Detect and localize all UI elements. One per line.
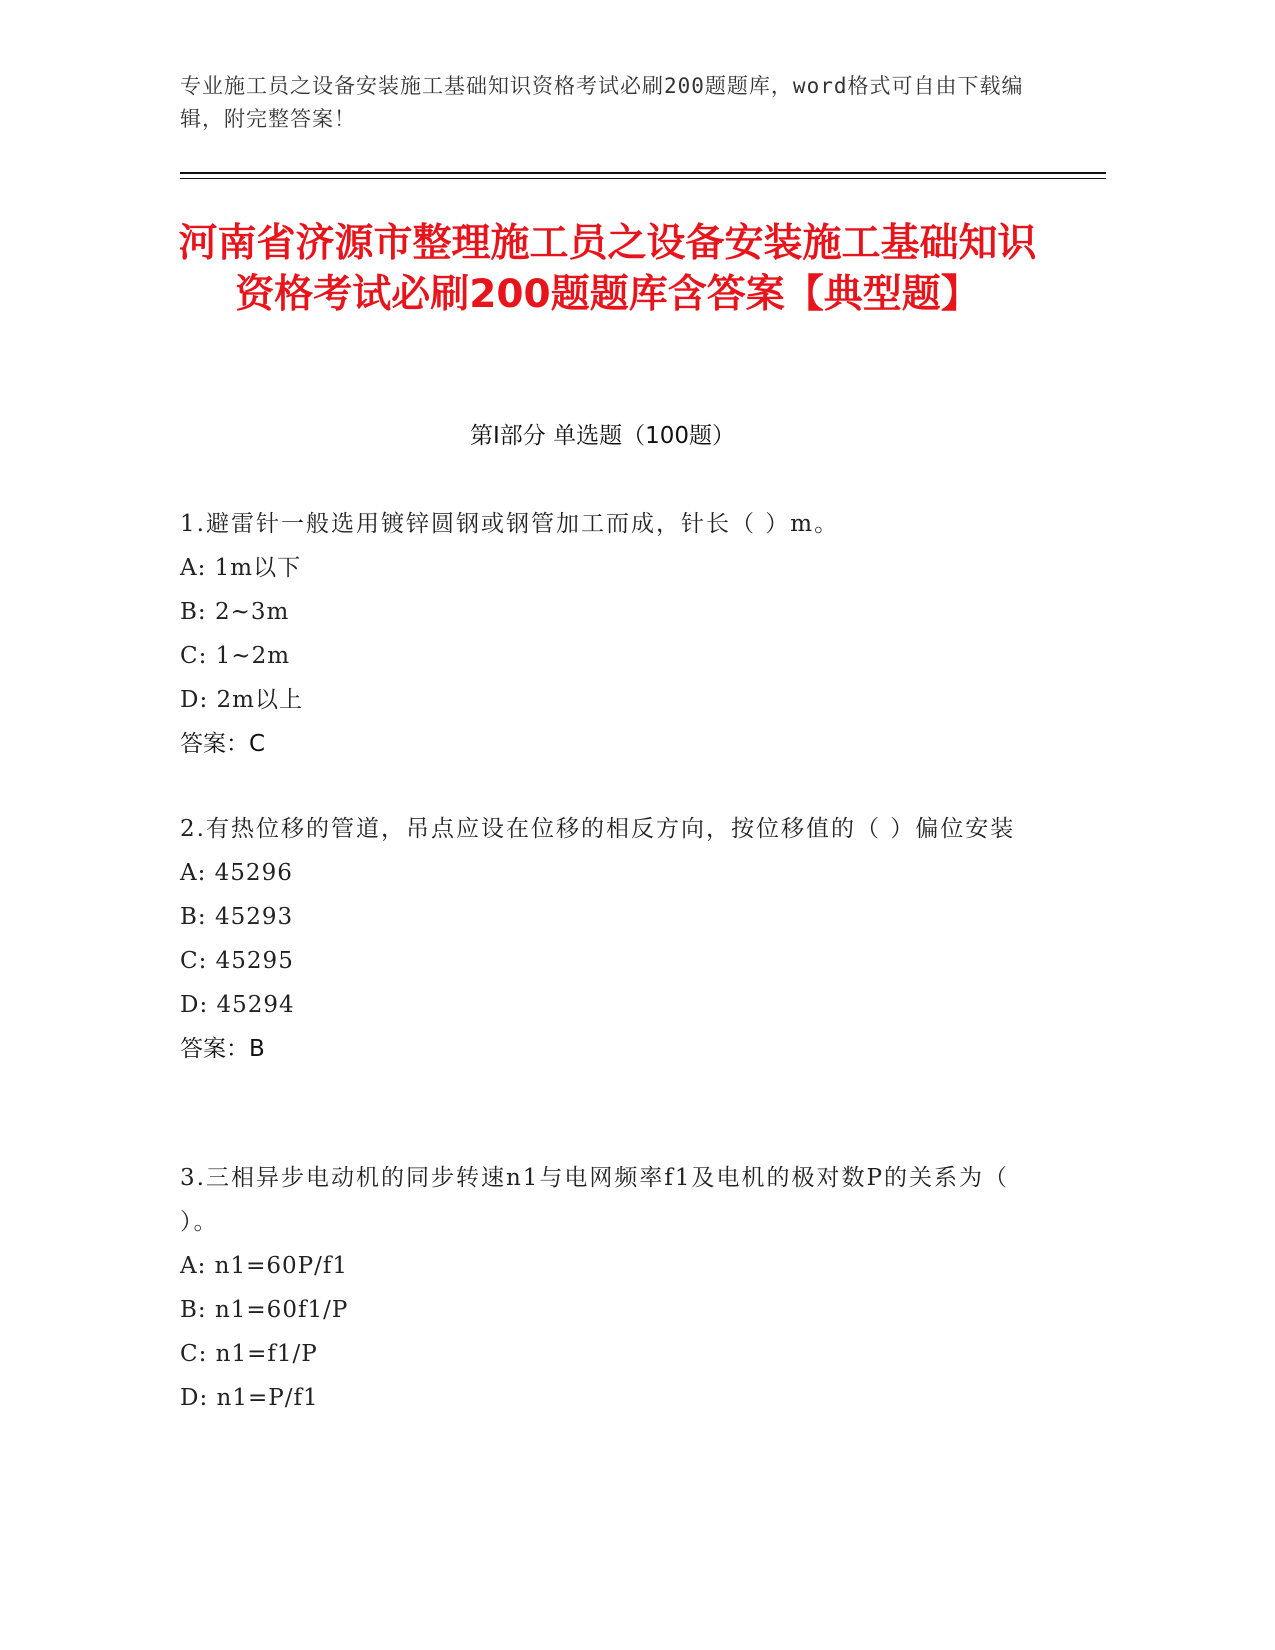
option-d: D: 2m以上 [180, 687, 303, 713]
option-b: B: n1=60f1/P [180, 1297, 349, 1323]
option-d: D: n1=P/f1 [180, 1385, 319, 1411]
question-stem: 3.三相异步电动机的同步转速n1与电网频率f1及电机的极对数P的关系为（ ）。 [180, 1165, 1010, 1235]
header-rule-thin [180, 178, 1106, 179]
option-c: C: 1~2m [180, 643, 291, 669]
document-title: 河南省济源市整理施工员之设备安装施工基础知识资格考试必刷200题题库含答案【典型题】 [178, 221, 1037, 317]
option-b: B: 45293 [180, 904, 294, 930]
question-1 [180, 502, 1040, 766]
option-a: A: 1m以下 [180, 555, 302, 581]
header-note: 专业施工员之设备安装施工基础知识资格考试必刷200题题库，word格式可自由下载编辑，附完整答案！ [180, 74, 1024, 131]
option-d: D: 45294 [180, 992, 295, 1018]
answer: 答案：B [180, 1036, 265, 1062]
option-c: C: n1=f1/P [180, 1341, 318, 1367]
answer: 答案：C [180, 731, 266, 757]
option-a: A: n1=60P/f1 [180, 1253, 349, 1279]
option-b: B: 2~3m [180, 599, 290, 625]
question-2 [180, 807, 1040, 1071]
question-stem: 1.避雷针一般选用镀锌圆钢或钢管加工而成，针长（ ）m。 [180, 511, 840, 537]
question-stem: 2.有热位移的管道，吊点应设在位移的相反方向，按位移值的（ ）偏位安装 [180, 816, 1016, 842]
section-heading: 第I部分 单选题（100题） [470, 423, 735, 449]
option-a: A: 45296 [180, 860, 293, 886]
header-rule-thick [180, 172, 1106, 174]
question-3 [180, 1156, 1040, 1420]
option-c: C: 45295 [180, 948, 294, 974]
